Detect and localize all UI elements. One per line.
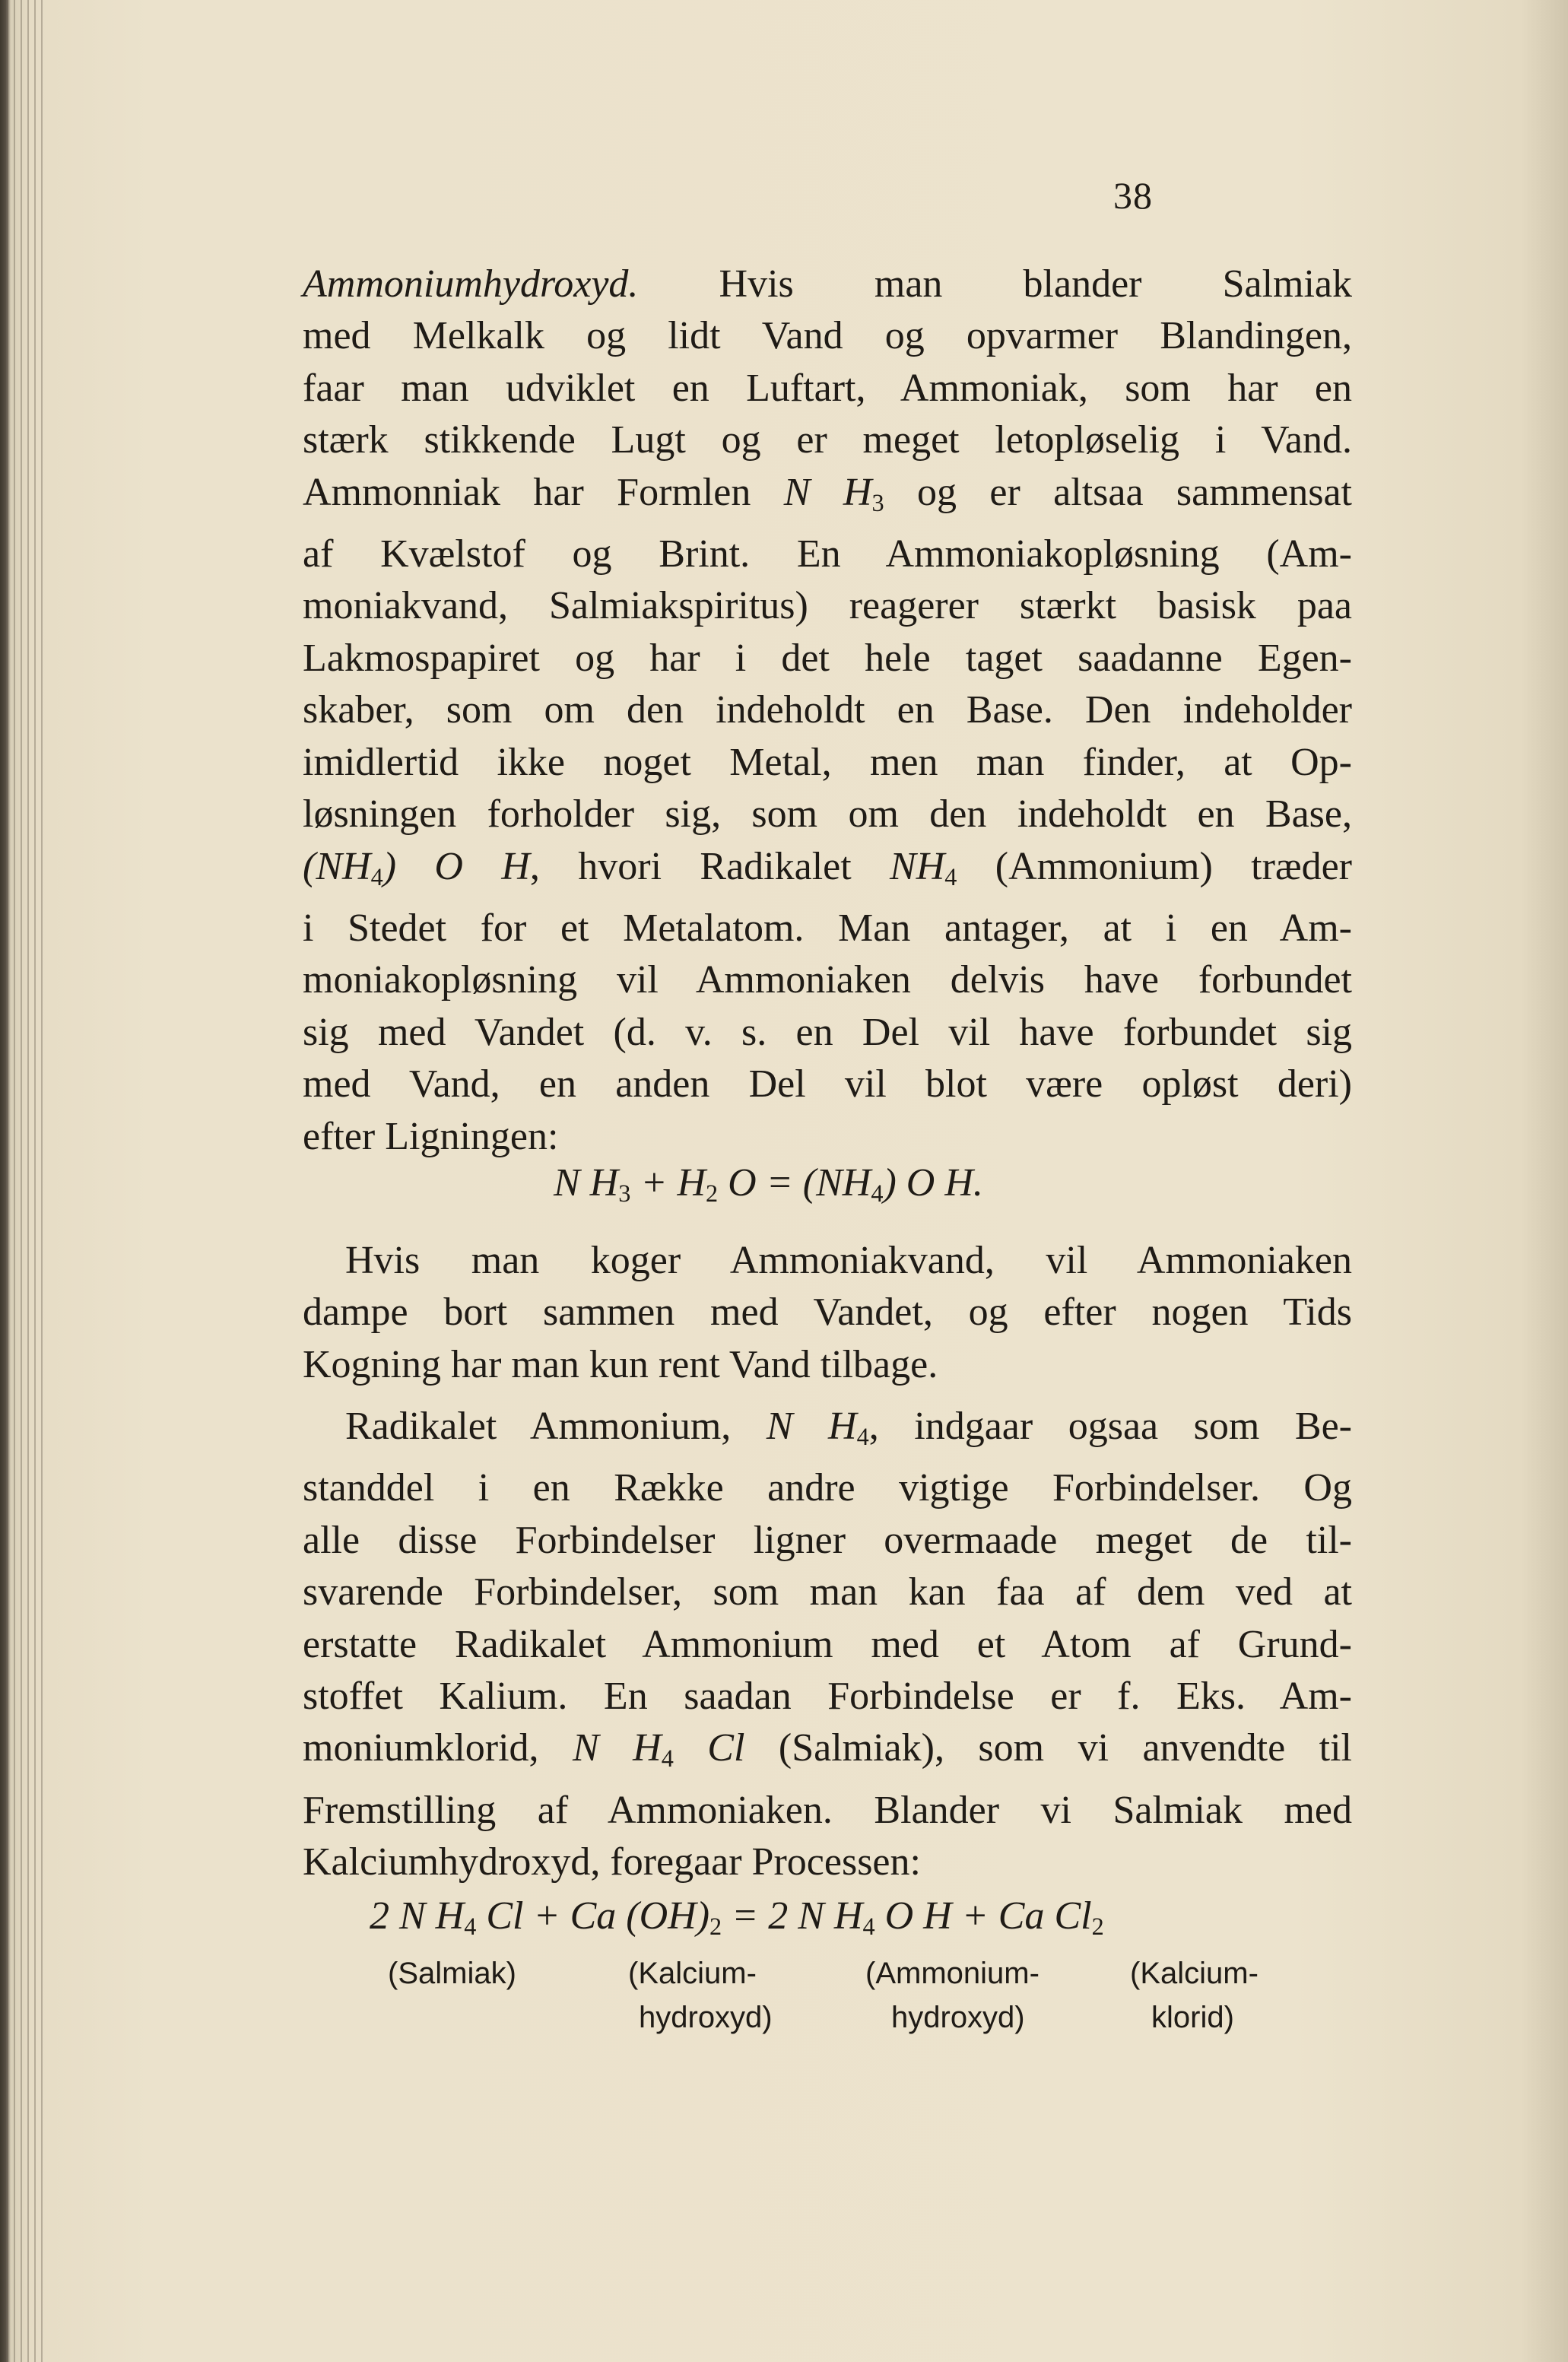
section-heading: Ammoniumhydroxyd. [303, 262, 639, 306]
text-line: Radikalet Ammonium, N $H_4$, indgaar ogsaa som Be- [345, 1405, 1352, 1451]
text-line: svarende Forbindelser, som man kan faa af dem ved at [303, 1570, 1352, 1614]
text-line: alle disse Forbindelser ligner overmaade meget de til- [303, 1518, 1352, 1562]
equation-ammonia-water: N $H_3 + H_2$ $O = (NH_4)$ O H. [554, 1161, 983, 1208]
page-number: 38 [1113, 174, 1153, 217]
text-line: Kalciumhydroxyd, foregaar Processen: [303, 1840, 921, 1884]
text-line: faar man udviklet en Luftart, Ammoniak, som har en [303, 366, 1352, 410]
text-line: Ammonniak har Formlen N $H_3$ og er altsaa sammensat [303, 470, 1352, 516]
text-line: med Melkalk og lidt Vand og opvarmer Blandingen, [303, 314, 1352, 358]
text-line: med Vand, en anden Del vil blot være opløst deri) [303, 1062, 1352, 1106]
label-salmiak: (Salmiak) [388, 1957, 516, 1990]
text-line: stærk stikkende Lugt og er meget letopløselig i Vand. [303, 418, 1352, 462]
paragraph-boiling [303, 1235, 1352, 1391]
text-line: stoffet Kalium. En saadan Forbindelse er f. Eks. Am- [303, 1675, 1352, 1719]
book-spine [0, 0, 46, 2362]
label-kalciumhydroxyd: (Kalcium- hydroxyd) [628, 1957, 773, 2034]
text-line: i Stedet for et Metalatom. Man antager, at i en Am- [303, 906, 1352, 950]
text-line: af Kvælstof og Brint. En Ammoniakopløsning (Am- [303, 532, 1352, 576]
text-line: Lakmospapiret og har i det hele taget saadanne Egen- [303, 636, 1352, 680]
text-line: imidlertid ikke noget Metal, men man finder, at Op- [303, 740, 1352, 784]
paragraph-ammoniumhydroxyd [303, 259, 1352, 1163]
text-line: Kogning har man kun rent Vand tilbage. [303, 1342, 938, 1386]
text-line: moniumklorid, N $H_4$ Cl (Salmiak), som vi anvendte til [303, 1726, 1352, 1773]
equation-salmiak-reaction: 2 N $H_4$ Cl + Ca $(OH)_2 = 2$ N $H_4$ O H + Ca $Cl_2$ [370, 1894, 1104, 1941]
paragraph-ammonium-radical [303, 1401, 1352, 1889]
text-line: moniakopløsning vil Ammoniaken delvis have forbundet [303, 958, 1352, 1002]
text-line: standdel i en Række andre vigtige Forbindelser. Og [303, 1466, 1352, 1510]
text-line: Ammoniumhydroxyd. Hvis man blander Salmiak [303, 262, 1352, 306]
text-line: sig med Vandet (d. v. s. en Del vil have forbundet sig [303, 1010, 1352, 1054]
text-line: erstatte Radikalet Ammonium med et Atom af Grund- [303, 1622, 1352, 1666]
text-line: skaber, som om den indeholdt en Base. Den indeholder [303, 688, 1352, 732]
text-line: moniakvand, Salmiakspiritus) reagerer stærkt basisk paa [303, 584, 1352, 628]
text-line: $(NH_4)$ O H, hvori Radikalet $NH_4$ (Ammonium) træder [303, 844, 1352, 891]
text-line: løsningen forholder sig, som om den indeholdt en Base, [303, 792, 1352, 837]
text-line: efter Ligningen: [303, 1114, 559, 1158]
label-ammoniumhydroxyd: (Ammonium- hydroxyd) [865, 1957, 1040, 2034]
text-line: Hvis man koger Ammoniakvand, vil Ammoniaken [345, 1239, 1352, 1282]
text-line: dampe bort sammen med Vandet, og efter nogen Tids [303, 1291, 1352, 1335]
text-line: Fremstilling af Ammoniaken. Blander vi Salmiak med [303, 1788, 1352, 1832]
label-kalciumklorid: (Kalcium- klorid) [1130, 1957, 1259, 2034]
